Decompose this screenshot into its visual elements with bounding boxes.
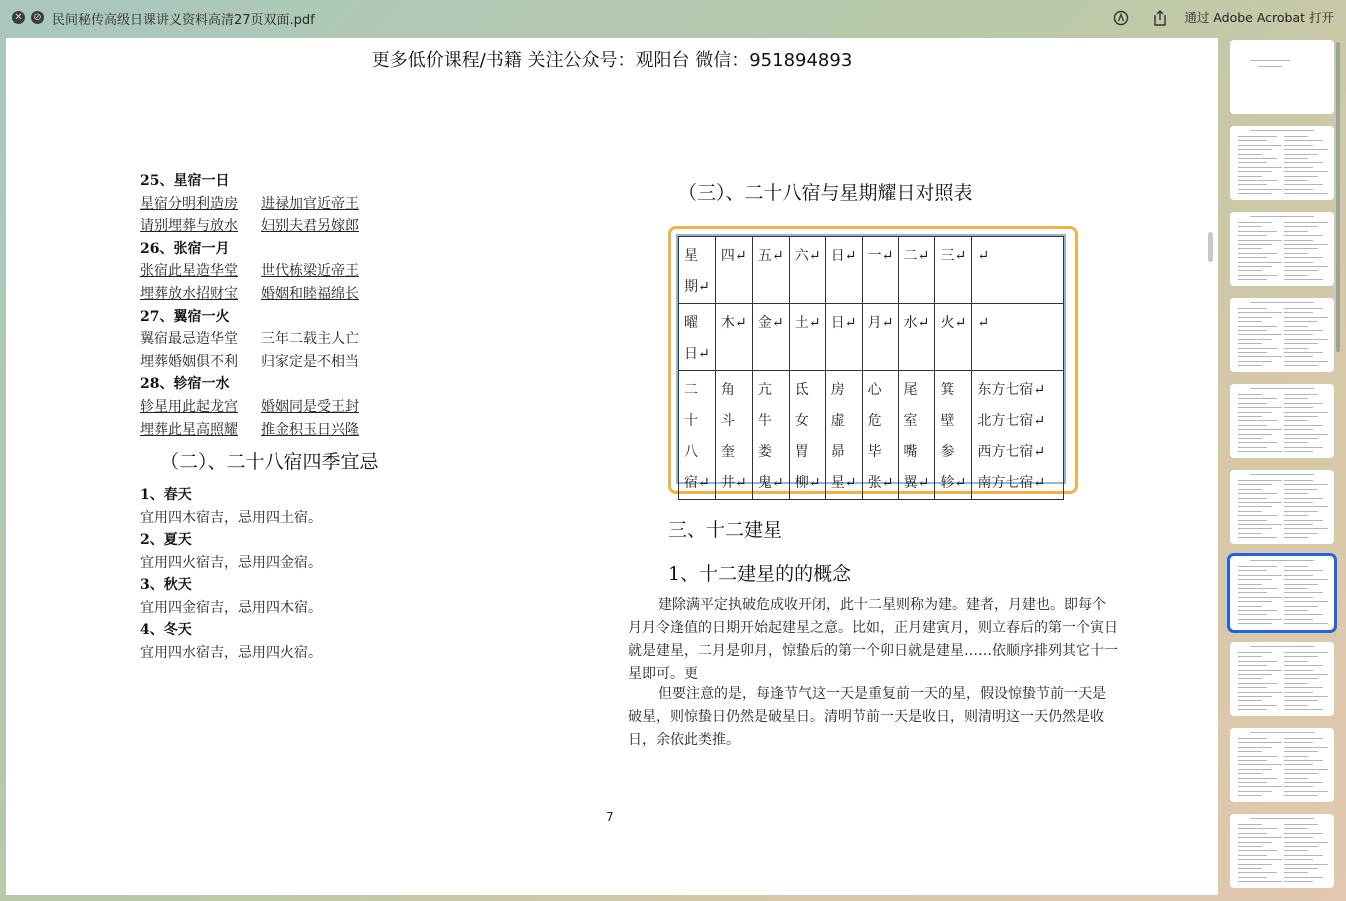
verse-line: 星宿分明利造房 <box>140 195 238 212</box>
season-rule: 宜用四金宿吉，忌用四木宿。 <box>140 599 322 616</box>
table-cell: 一↵ <box>862 237 898 304</box>
page-thumbnail[interactable] <box>1230 556 1334 630</box>
pdf-page <box>6 38 1218 895</box>
verse-line-pair: 进禄加官近帝王 <box>261 195 359 212</box>
table-cell: 氐 女 胃 柳↵ <box>789 371 825 500</box>
verse-line-pair: 世代栋梁近帝王 <box>261 263 359 280</box>
minimize-icon[interactable]: ⊘ <box>31 11 44 24</box>
season-rule: 宜用四木宿吉，忌用四土宿。 <box>140 509 322 526</box>
paragraph-concept: 建除满平定执破危成收开闭，此十二星则称为建。建者，月建也。即每个月月令逢值的日期开始起建星之意。比如，正月建寅月，则立春后的第一个寅日就是建星，二月是卯月，惊蛰后的第一个卯日就是建星……依顺序排列其它十一星即可。更 <box>628 597 1118 682</box>
verse-line: 埋葬婚姻俱不利 <box>140 353 238 370</box>
sidebar-scrollbar[interactable] <box>1336 42 1340 352</box>
page-header: 更多低价课程/书籍 关注公众号：观阳台 微信：951894893 <box>371 50 853 71</box>
table-cell: 亢 牛 娄 鬼↵ <box>752 371 789 500</box>
constellation-table <box>678 236 1064 500</box>
table-highlight-frame[interactable] <box>668 226 1078 494</box>
page-thumbnail[interactable] <box>1230 814 1334 888</box>
page-thumbnail[interactable] <box>1230 728 1334 802</box>
table-row <box>679 371 1064 500</box>
season-heading: 2、夏天 <box>140 532 192 548</box>
table-cell: 六↵ <box>789 237 825 304</box>
table-cell: 二 十 八 宿↵ <box>679 371 716 500</box>
season-heading: 3、秋天 <box>140 577 192 593</box>
table-cell: 金↵ <box>752 304 789 371</box>
verse-line-pair: 三年二载主人亡 <box>261 331 359 348</box>
table-row <box>679 304 1064 371</box>
section-title-twelve-stars: 三、十二建星 <box>668 519 783 541</box>
table-frame <box>676 234 1066 491</box>
verse-line: 埋葬放水招财宝 <box>140 286 238 302</box>
table-cell: 尾 室 嘴 翼↵ <box>898 371 935 500</box>
table-cell: 二↵ <box>898 237 935 304</box>
season-rule: 宜用四水宿吉，忌用四火宿。 <box>140 644 322 661</box>
verse-line-pair: 婚姻和睦福绵长 <box>261 286 359 302</box>
subsection-title: 1、十二建星的的概念 <box>668 563 852 585</box>
table-cell: 日↵ <box>825 237 862 304</box>
table-cell: 星 期↵ <box>679 237 716 304</box>
section-title-seasons: （二）、二十八宿四季宜忌 <box>160 451 379 473</box>
verse-line-pair: 归家定是不相当 <box>261 353 359 370</box>
table-cell: 水↵ <box>898 304 935 371</box>
page-number: 7 <box>606 810 614 824</box>
table-cell: 五↵ <box>752 237 789 304</box>
season-heading: 1、春天 <box>140 487 192 503</box>
page-scrollbar[interactable] <box>1208 232 1213 262</box>
verse-line-pair: 妇别夫君另嫁郎 <box>261 218 359 235</box>
verse-line: 埋葬此星高照耀 <box>140 421 238 438</box>
page-thumbnail[interactable] <box>1230 212 1334 286</box>
window-titlebar <box>0 0 1346 36</box>
table-cell: 土↵ <box>789 304 825 371</box>
table-cell: 角 斗 奎 井↵ <box>715 371 752 500</box>
verse-line: 翼宿最忌造华堂 <box>140 331 238 348</box>
open-in-acrobat-button[interactable]: 通过 Adobe Acrobat 打开 <box>1184 10 1334 25</box>
table-cell: 月↵ <box>862 304 898 371</box>
page-thumbnail[interactable] <box>1230 384 1334 458</box>
table-cell: 木↵ <box>715 304 752 371</box>
table-cell: 心 危 毕 张↵ <box>862 371 898 500</box>
mansion-heading: 26、张宿一月 <box>140 240 230 257</box>
table-cell: 房 虚 昴 星↵ <box>825 371 862 500</box>
mansion-heading: 25、星宿一日 <box>140 173 230 189</box>
verse-line-pair: 推金积玉日兴隆 <box>261 421 359 438</box>
verse-line-pair: 婚姻同是受王封 <box>261 399 359 415</box>
paragraph-note: 但要注意的是，每逢节气这一天是重复前一天的星，假设惊蛰节前一天是破星，则惊蛰日仍然是破星日。清明节前一天是收日，则清明这一天仍然是收日，余依此类推。 <box>628 686 1106 748</box>
page-thumbnail[interactable] <box>1230 40 1334 114</box>
table-cell: 箕 壁 参 轸↵ <box>935 371 972 500</box>
share-icon[interactable] <box>1151 9 1169 27</box>
mansion-heading: 27、翼宿一火 <box>140 308 230 325</box>
table-cell: ↵ <box>972 304 1064 371</box>
table-cell: 日↵ <box>825 304 862 371</box>
table-cell: 四↵ <box>715 237 752 304</box>
document-title: 民间秘传高级日课讲义资料高清27页双面.pdf <box>52 13 315 28</box>
verse-line: 请别埋葬与放水 <box>140 218 238 235</box>
markup-icon[interactable] <box>1112 9 1130 27</box>
table-cell: 火↵ <box>935 304 972 371</box>
table-cell: 曜 日↵ <box>679 304 716 371</box>
season-rule: 宜用四火宿吉，忌用四金宿。 <box>140 554 322 571</box>
mansion-heading: 28、轸宿一水 <box>140 376 230 393</box>
table-title: （三）、二十八宿与星期耀日对照表 <box>678 182 973 204</box>
page-thumbnail[interactable] <box>1230 642 1334 716</box>
page-thumbnail[interactable] <box>1230 470 1334 544</box>
table-row <box>679 237 1064 304</box>
page-thumbnail[interactable] <box>1230 126 1334 200</box>
thumbnail-sidebar <box>1224 38 1340 895</box>
page-thumbnail[interactable] <box>1230 298 1334 372</box>
table-cell: ↵ <box>972 237 1064 304</box>
season-heading: 4、冬天 <box>140 622 192 638</box>
verse-line: 张宿此星造华堂 <box>140 263 238 280</box>
table-cell: 三↵ <box>935 237 972 304</box>
close-icon[interactable]: ✕ <box>12 11 25 24</box>
verse-line: 轸星用此起龙宫 <box>140 399 238 415</box>
table-cell: 东方七宿↵ 北方七宿↵ 西方七宿↵ 南方七宿↵ <box>972 371 1064 500</box>
